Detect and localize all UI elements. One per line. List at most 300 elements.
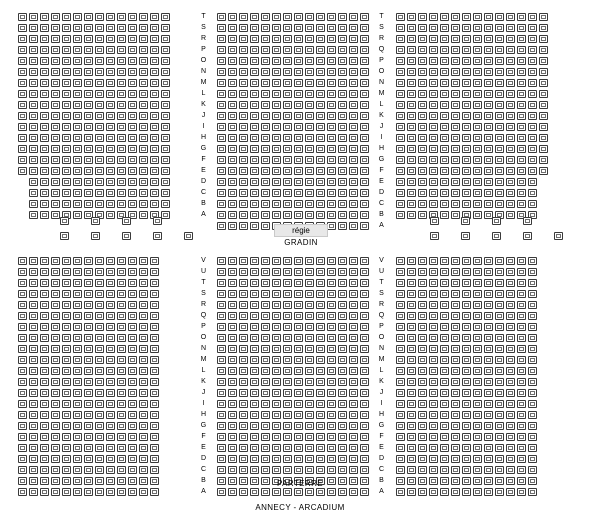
seat[interactable]: [528, 112, 537, 120]
seat[interactable]: [29, 400, 38, 408]
seat[interactable]: [40, 134, 49, 142]
seat[interactable]: [261, 268, 270, 276]
seat[interactable]: [106, 466, 115, 474]
seat[interactable]: [150, 24, 159, 32]
seat[interactable]: [40, 211, 49, 219]
seat[interactable]: [239, 167, 248, 175]
seat[interactable]: [462, 79, 471, 87]
seat[interactable]: [506, 90, 515, 98]
seat[interactable]: [506, 367, 515, 375]
seat[interactable]: [495, 301, 504, 309]
seat[interactable]: [150, 323, 159, 331]
seat[interactable]: [106, 389, 115, 397]
seat[interactable]: [18, 444, 27, 452]
seat[interactable]: [272, 101, 281, 109]
seat[interactable]: [40, 145, 49, 153]
seat[interactable]: [272, 167, 281, 175]
seat[interactable]: [349, 334, 358, 342]
seat[interactable]: [228, 389, 237, 397]
seat[interactable]: [418, 268, 427, 276]
seat[interactable]: [261, 488, 270, 496]
seat[interactable]: [29, 356, 38, 364]
seat[interactable]: [239, 211, 248, 219]
seat[interactable]: [128, 312, 137, 320]
seat[interactable]: [250, 90, 259, 98]
seat[interactable]: [495, 488, 504, 496]
seat[interactable]: [418, 57, 427, 65]
seat[interactable]: [283, 334, 292, 342]
seat[interactable]: [316, 389, 325, 397]
seat[interactable]: [73, 389, 82, 397]
seat[interactable]: [117, 134, 126, 142]
seat[interactable]: [139, 123, 148, 131]
seat[interactable]: [106, 68, 115, 76]
seat[interactable]: [84, 488, 93, 496]
seat[interactable]: [396, 345, 405, 353]
seat[interactable]: [396, 200, 405, 208]
seat[interactable]: [73, 312, 82, 320]
seat[interactable]: [484, 123, 493, 131]
seat[interactable]: [316, 466, 325, 474]
seat[interactable]: [272, 356, 281, 364]
seat[interactable]: [117, 455, 126, 463]
seat[interactable]: [18, 400, 27, 408]
seat[interactable]: [217, 400, 226, 408]
seat[interactable]: [327, 389, 336, 397]
seat[interactable]: [261, 35, 270, 43]
seat[interactable]: [217, 211, 226, 219]
seat[interactable]: [29, 290, 38, 298]
seat[interactable]: [473, 290, 482, 298]
seat[interactable]: [506, 13, 515, 21]
seat[interactable]: [239, 389, 248, 397]
seat[interactable]: [18, 466, 27, 474]
seat[interactable]: [139, 477, 148, 485]
seat[interactable]: [272, 68, 281, 76]
seat[interactable]: [128, 455, 137, 463]
seat[interactable]: [473, 101, 482, 109]
seat[interactable]: [517, 312, 526, 320]
seat[interactable]: [429, 290, 438, 298]
seat[interactable]: [62, 57, 71, 65]
seat[interactable]: [228, 312, 237, 320]
seat[interactable]: [484, 24, 493, 32]
seat[interactable]: [462, 477, 471, 485]
seat[interactable]: [495, 389, 504, 397]
seat[interactable]: [73, 134, 82, 142]
seat[interactable]: [283, 57, 292, 65]
seat[interactable]: [305, 312, 314, 320]
seat[interactable]: [73, 323, 82, 331]
seat[interactable]: [349, 178, 358, 186]
seat[interactable]: [128, 123, 137, 131]
gradin-right-single-seats[interactable]: [430, 216, 563, 244]
seat[interactable]: [128, 57, 137, 65]
seat[interactable]: [495, 13, 504, 21]
seat[interactable]: [95, 134, 104, 142]
seat[interactable]: [484, 466, 493, 474]
seat[interactable]: [451, 477, 460, 485]
seat[interactable]: [261, 378, 270, 386]
seat[interactable]: [261, 222, 270, 230]
seat[interactable]: [150, 411, 159, 419]
seat[interactable]: [73, 279, 82, 287]
seat[interactable]: [51, 68, 60, 76]
seat[interactable]: [327, 279, 336, 287]
seat[interactable]: [506, 189, 515, 197]
seat[interactable]: [62, 422, 71, 430]
seat[interactable]: [360, 46, 369, 54]
seat[interactable]: [294, 123, 303, 131]
seat[interactable]: [473, 301, 482, 309]
seat[interactable]: [484, 90, 493, 98]
seat[interactable]: [294, 323, 303, 331]
seat[interactable]: [528, 90, 537, 98]
seat[interactable]: [161, 24, 170, 32]
seat[interactable]: [161, 13, 170, 21]
seat[interactable]: [338, 13, 347, 21]
seat[interactable]: [338, 455, 347, 463]
seat[interactable]: [294, 334, 303, 342]
seat[interactable]: [95, 345, 104, 353]
seat[interactable]: [360, 156, 369, 164]
seat[interactable]: [316, 268, 325, 276]
seat[interactable]: [261, 389, 270, 397]
seat[interactable]: [396, 389, 405, 397]
seat[interactable]: [139, 301, 148, 309]
seat[interactable]: [40, 189, 49, 197]
seat[interactable]: [261, 400, 270, 408]
seat[interactable]: [18, 35, 27, 43]
seat[interactable]: [228, 301, 237, 309]
seat[interactable]: [495, 189, 504, 197]
seat[interactable]: [418, 433, 427, 441]
seat[interactable]: [40, 200, 49, 208]
seat[interactable]: [517, 279, 526, 287]
seat[interactable]: [217, 134, 226, 142]
seat[interactable]: [84, 411, 93, 419]
seat[interactable]: [40, 356, 49, 364]
seat[interactable]: [316, 112, 325, 120]
seat[interactable]: [272, 123, 281, 131]
seat[interactable]: [407, 323, 416, 331]
seat[interactable]: [396, 35, 405, 43]
seat[interactable]: [407, 301, 416, 309]
seat[interactable]: [360, 389, 369, 397]
seat[interactable]: [128, 367, 137, 375]
seat[interactable]: [272, 57, 281, 65]
seat[interactable]: [261, 433, 270, 441]
seat[interactable]: [283, 279, 292, 287]
seat[interactable]: [150, 123, 159, 131]
seat[interactable]: [338, 24, 347, 32]
seat[interactable]: [73, 101, 82, 109]
seat[interactable]: [272, 90, 281, 98]
seat[interactable]: [316, 189, 325, 197]
seat[interactable]: [106, 367, 115, 375]
seat[interactable]: [18, 323, 27, 331]
seat[interactable]: [117, 90, 126, 98]
seat[interactable]: [440, 279, 449, 287]
seat[interactable]: [517, 257, 526, 265]
seat[interactable]: [62, 378, 71, 386]
seat[interactable]: [349, 101, 358, 109]
seat[interactable]: [62, 367, 71, 375]
seat[interactable]: [128, 35, 137, 43]
seat[interactable]: [338, 156, 347, 164]
seat[interactable]: [349, 211, 358, 219]
seat[interactable]: [250, 279, 259, 287]
seat[interactable]: [418, 279, 427, 287]
seat[interactable]: [250, 189, 259, 197]
seat[interactable]: [161, 178, 170, 186]
seat[interactable]: [327, 301, 336, 309]
seat[interactable]: [294, 400, 303, 408]
seat[interactable]: [40, 268, 49, 276]
seat[interactable]: [51, 134, 60, 142]
seat[interactable]: [495, 356, 504, 364]
seat[interactable]: [451, 312, 460, 320]
seat[interactable]: [462, 345, 471, 353]
seat[interactable]: [429, 312, 438, 320]
seat[interactable]: [484, 312, 493, 320]
seat[interactable]: [62, 145, 71, 153]
seat[interactable]: [305, 79, 314, 87]
seat[interactable]: [29, 422, 38, 430]
seat[interactable]: [62, 312, 71, 320]
seat[interactable]: [84, 46, 93, 54]
seat[interactable]: [429, 268, 438, 276]
seat[interactable]: [338, 167, 347, 175]
seat[interactable]: [272, 257, 281, 265]
seat[interactable]: [29, 268, 38, 276]
seat[interactable]: [51, 422, 60, 430]
seat[interactable]: [106, 455, 115, 463]
seat[interactable]: [418, 68, 427, 76]
seat[interactable]: [327, 189, 336, 197]
seat[interactable]: [40, 279, 49, 287]
seat[interactable]: [95, 101, 104, 109]
seat[interactable]: [117, 156, 126, 164]
seat[interactable]: [51, 345, 60, 353]
seat[interactable]: [128, 46, 137, 54]
seat[interactable]: [73, 433, 82, 441]
seat[interactable]: [429, 389, 438, 397]
seat[interactable]: [360, 79, 369, 87]
seat[interactable]: [217, 189, 226, 197]
seat[interactable]: [150, 257, 159, 265]
seat[interactable]: [440, 101, 449, 109]
seat[interactable]: [407, 57, 416, 65]
seat[interactable]: [139, 268, 148, 276]
seat[interactable]: [95, 444, 104, 452]
seat[interactable]: [528, 79, 537, 87]
seat[interactable]: [528, 301, 537, 309]
seat[interactable]: [462, 35, 471, 43]
seat[interactable]: [51, 13, 60, 21]
seat[interactable]: [418, 101, 427, 109]
seat[interactable]: [349, 378, 358, 386]
seat[interactable]: [327, 57, 336, 65]
seat[interactable]: [517, 455, 526, 463]
seat[interactable]: [239, 345, 248, 353]
seat[interactable]: [153, 217, 162, 225]
seat[interactable]: [462, 13, 471, 21]
seat[interactable]: [440, 389, 449, 397]
seat[interactable]: [495, 35, 504, 43]
seat[interactable]: [429, 145, 438, 153]
seat[interactable]: [150, 488, 159, 496]
seat[interactable]: [451, 145, 460, 153]
seat[interactable]: [484, 279, 493, 287]
seat[interactable]: [316, 46, 325, 54]
seat[interactable]: [349, 466, 358, 474]
seat[interactable]: [294, 211, 303, 219]
seat[interactable]: [429, 301, 438, 309]
seat[interactable]: [239, 134, 248, 142]
seat[interactable]: [440, 13, 449, 21]
seat[interactable]: [473, 123, 482, 131]
seat[interactable]: [117, 411, 126, 419]
seat[interactable]: [128, 345, 137, 353]
seat[interactable]: [396, 334, 405, 342]
seat[interactable]: [440, 189, 449, 197]
seat[interactable]: [349, 367, 358, 375]
seat[interactable]: [327, 200, 336, 208]
seat[interactable]: [40, 68, 49, 76]
seat[interactable]: [495, 334, 504, 342]
seat[interactable]: [462, 389, 471, 397]
seat[interactable]: [338, 488, 347, 496]
seat[interactable]: [272, 323, 281, 331]
seat[interactable]: [40, 35, 49, 43]
seat[interactable]: [484, 488, 493, 496]
seat[interactable]: [18, 389, 27, 397]
seat[interactable]: [261, 156, 270, 164]
seat[interactable]: [327, 488, 336, 496]
seat[interactable]: [51, 35, 60, 43]
seat[interactable]: [161, 167, 170, 175]
seat[interactable]: [495, 345, 504, 353]
seat[interactable]: [51, 411, 60, 419]
seat[interactable]: [139, 323, 148, 331]
seat[interactable]: [360, 279, 369, 287]
seat[interactable]: [117, 268, 126, 276]
seat[interactable]: [18, 301, 27, 309]
seat[interactable]: [484, 257, 493, 265]
seat[interactable]: [294, 356, 303, 364]
seat[interactable]: [84, 323, 93, 331]
seat[interactable]: [161, 46, 170, 54]
seat[interactable]: [294, 145, 303, 153]
seat[interactable]: [294, 411, 303, 419]
seat[interactable]: [228, 211, 237, 219]
seat[interactable]: [440, 134, 449, 142]
seat[interactable]: [349, 112, 358, 120]
seat[interactable]: [305, 200, 314, 208]
seat[interactable]: [139, 312, 148, 320]
seat[interactable]: [250, 145, 259, 153]
seat[interactable]: [495, 200, 504, 208]
seat[interactable]: [484, 455, 493, 463]
seat[interactable]: [349, 35, 358, 43]
seat[interactable]: [250, 178, 259, 186]
seat[interactable]: [40, 57, 49, 65]
seat[interactable]: [429, 134, 438, 142]
seat[interactable]: [517, 345, 526, 353]
seat[interactable]: [117, 334, 126, 342]
seat[interactable]: [150, 68, 159, 76]
seat[interactable]: [407, 367, 416, 375]
seat[interactable]: [84, 422, 93, 430]
seat[interactable]: [84, 301, 93, 309]
seat[interactable]: [250, 488, 259, 496]
seat[interactable]: [51, 488, 60, 496]
seat[interactable]: [128, 24, 137, 32]
seat[interactable]: [517, 444, 526, 452]
seat[interactable]: [492, 217, 501, 225]
seat[interactable]: [360, 411, 369, 419]
seat[interactable]: [40, 13, 49, 21]
seat[interactable]: [327, 123, 336, 131]
seat[interactable]: [349, 323, 358, 331]
seat[interactable]: [117, 378, 126, 386]
seat[interactable]: [430, 217, 439, 225]
seat[interactable]: [484, 367, 493, 375]
seat[interactable]: [305, 345, 314, 353]
seat[interactable]: [473, 24, 482, 32]
seat[interactable]: [239, 323, 248, 331]
seat[interactable]: [250, 257, 259, 265]
seat[interactable]: [418, 400, 427, 408]
seat[interactable]: [51, 477, 60, 485]
seat[interactable]: [139, 378, 148, 386]
seat[interactable]: [18, 279, 27, 287]
seat[interactable]: [396, 422, 405, 430]
seat[interactable]: [128, 389, 137, 397]
seat[interactable]: [150, 189, 159, 197]
seat[interactable]: [305, 279, 314, 287]
seat[interactable]: [327, 46, 336, 54]
seat[interactable]: [528, 466, 537, 474]
seat[interactable]: [349, 189, 358, 197]
seat[interactable]: [338, 279, 347, 287]
seat[interactable]: [294, 90, 303, 98]
seat[interactable]: [495, 433, 504, 441]
seat[interactable]: [29, 134, 38, 142]
seat[interactable]: [517, 178, 526, 186]
seat[interactable]: [29, 57, 38, 65]
seat[interactable]: [418, 46, 427, 54]
seat[interactable]: [407, 378, 416, 386]
seat[interactable]: [440, 466, 449, 474]
parterre-right-block[interactable]: [396, 256, 537, 496]
seat[interactable]: [150, 35, 159, 43]
seat[interactable]: [305, 156, 314, 164]
seat[interactable]: [272, 200, 281, 208]
seat[interactable]: [261, 257, 270, 265]
seat[interactable]: [327, 312, 336, 320]
seat[interactable]: [161, 90, 170, 98]
seat[interactable]: [228, 345, 237, 353]
seat[interactable]: [517, 189, 526, 197]
seat[interactable]: [272, 156, 281, 164]
seat[interactable]: [51, 123, 60, 131]
seat[interactable]: [528, 477, 537, 485]
seat[interactable]: [462, 24, 471, 32]
seat[interactable]: [73, 290, 82, 298]
seat[interactable]: [451, 35, 460, 43]
